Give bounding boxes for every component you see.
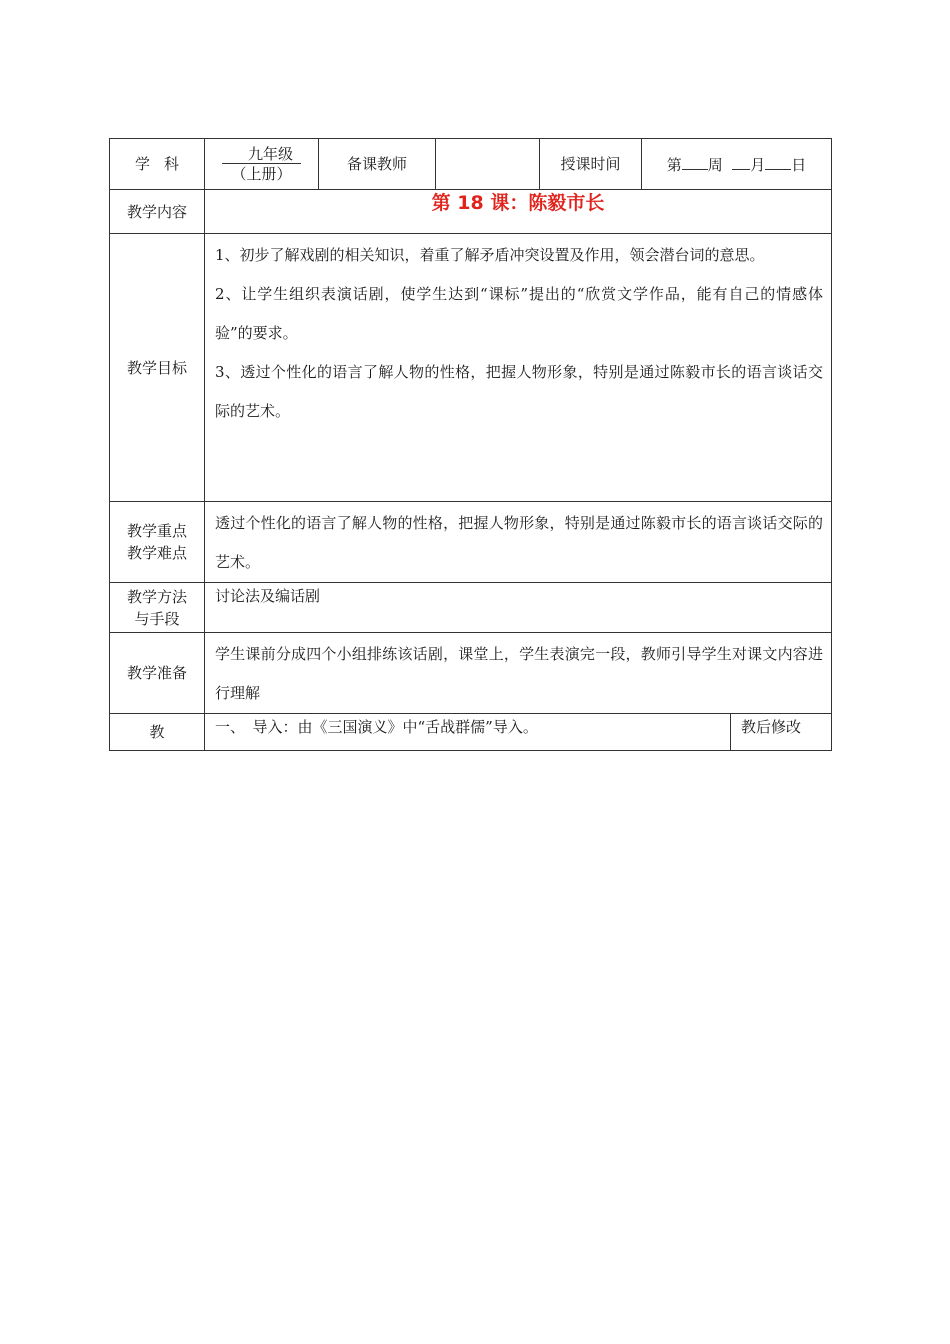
process-text: 一、 导入：由《三国演义》中“舌战群儒”导入。 — [205, 714, 731, 751]
date-month: 月 — [750, 155, 766, 174]
date-prefix: 第 — [666, 155, 682, 174]
key-points-text: 透过个性化的语言了解人物的性格，把握人物形象，特别是通过陈毅市长的语言谈话交际的艺术。 — [205, 502, 832, 583]
preparation-label: 教学准备 — [110, 633, 205, 714]
grade-cell — [205, 139, 319, 190]
process-label: 教 — [110, 714, 205, 751]
date-day: 日 — [791, 155, 807, 174]
content-row — [110, 190, 832, 234]
key-points-row — [110, 502, 832, 583]
grade-volume: （上册） — [231, 164, 292, 183]
process-row — [110, 714, 832, 751]
lesson-date-field — [642, 139, 832, 190]
month-blank — [732, 155, 750, 170]
objective-item: 1、初步了解戏剧的相关知识，着重了解矛盾冲突设置及作用，领会潜台词的意思。 — [215, 246, 765, 264]
preparation-text: 学生课前分成四个小组排练该话剧，课堂上，学生表演完一段，教师引导学生对课文内容进行理解 — [205, 633, 832, 714]
lesson-time-label: 授课时间 — [540, 139, 642, 190]
key-points-label-line2: 教学难点 — [126, 544, 187, 562]
grade-value: 九年级 — [222, 145, 301, 164]
prep-teacher-value — [436, 139, 540, 190]
methods-label-line2: 与手段 — [134, 609, 180, 628]
objectives-label: 教学目标 — [110, 234, 205, 502]
key-points-label-line1: 教学重点 — [126, 522, 187, 540]
content-label: 教学内容 — [110, 190, 205, 234]
objectives-row — [110, 234, 832, 502]
day-blank — [765, 155, 791, 170]
lesson-title: 第 18 课：陈毅市长 — [205, 190, 832, 234]
objectives-list — [205, 234, 832, 502]
preparation-row — [110, 633, 832, 714]
key-points-label — [110, 502, 205, 583]
methods-label-line1: 教学方法 — [126, 587, 187, 606]
date-week: 周 — [707, 155, 723, 174]
lesson-plan-table — [109, 138, 832, 751]
revision-label: 教后修改 — [731, 714, 832, 751]
methods-label — [110, 583, 205, 633]
prep-teacher-label: 备课教师 — [319, 139, 436, 190]
methods-text: 讨论法及编话剧 — [205, 583, 832, 633]
objective-item: 2、让学生组织表演话剧，使学生达到“课标”提出的“欣赏文学作品，能有自己的情感体验”的要求。 — [215, 285, 824, 342]
header-row — [110, 139, 832, 190]
week-blank — [682, 155, 708, 170]
objective-item: 3、透过个性化的语言了解人物的性格，把握人物形象，特别是通过陈毅市长的语言谈话交际的艺术。 — [215, 363, 824, 420]
methods-row — [110, 583, 832, 633]
subject-label: 学科 — [110, 139, 205, 190]
